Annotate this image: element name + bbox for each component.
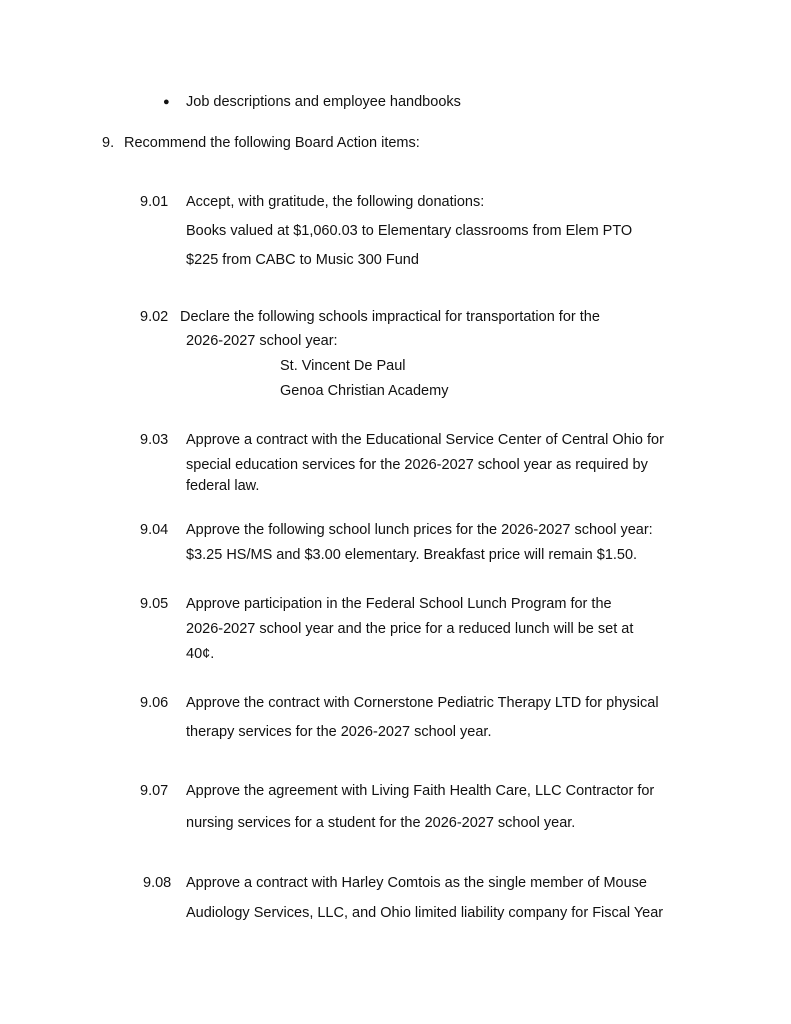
item-text-line: Audiology Services, LLC, and Ohio limited liability company for Fiscal Year xyxy=(186,905,664,921)
item-text-line: Approve participation in the Federal School Lunch Program for the xyxy=(186,596,612,612)
item-text-line: federal law. xyxy=(186,478,260,494)
item-number: 9.03 xyxy=(140,432,169,448)
item-text-line: $3.25 HS/MS and $3.00 elementary. Breakfast price will remain $1.50. xyxy=(186,547,638,563)
item-text-line: Declare the following schools impractical for transportation for the xyxy=(180,309,600,325)
item-number: 9.05 xyxy=(140,596,169,612)
school-name: Genoa Christian Academy xyxy=(280,383,449,399)
item-text-line: Approve the contract with Cornerstone Pediatric Therapy LTD for physical xyxy=(186,695,659,711)
item-text-line: nursing services for a student for the 2026-2027 school year. xyxy=(186,815,576,831)
bullet-text: Job descriptions and employee handbooks xyxy=(186,94,461,110)
item-number: 9.06 xyxy=(140,695,169,711)
item-text-line: therapy services for the 2026-2027 school year. xyxy=(186,724,492,740)
item-text-line: Books valued at $1,060.03 to Elementary classrooms from Elem PTO xyxy=(186,223,633,239)
item-text-line: 2026-2027 school year: xyxy=(186,333,338,349)
item-text-line: $225 from CABC to Music 300 Fund xyxy=(186,252,419,268)
item-text-line: Accept, with gratitude, the following donations: xyxy=(186,194,485,210)
item-text-line: special education services for the 2026-2027 school year as required by xyxy=(186,457,648,473)
school-name: St. Vincent De Paul xyxy=(280,358,406,374)
item-number: 9.07 xyxy=(140,783,169,799)
item-number: 9.01 xyxy=(140,194,169,210)
section-title: Recommend the following Board Action items: xyxy=(124,135,420,151)
item-text-line: Approve the following school lunch prices for the 2026-2027 school year: xyxy=(186,522,653,538)
item-number: 9.04 xyxy=(140,522,169,538)
item-text-line: 40¢. xyxy=(186,646,215,662)
item-number: 9.08 xyxy=(143,875,172,891)
item-text-line: Approve a contract with the Educational Service Center of Central Ohio for xyxy=(186,432,664,448)
item-text-line: 2026-2027 school year and the price for a reduced lunch will be set at xyxy=(186,621,634,637)
section-number: 9. xyxy=(102,135,115,151)
item-text-line: Approve a contract with Harley Comtois as the single member of Mouse xyxy=(186,875,647,891)
bullet-icon: ● xyxy=(163,96,170,108)
item-number: 9.02 xyxy=(140,309,169,325)
item-text-line: Approve the agreement with Living Faith Health Care, LLC Contractor for xyxy=(186,783,655,799)
